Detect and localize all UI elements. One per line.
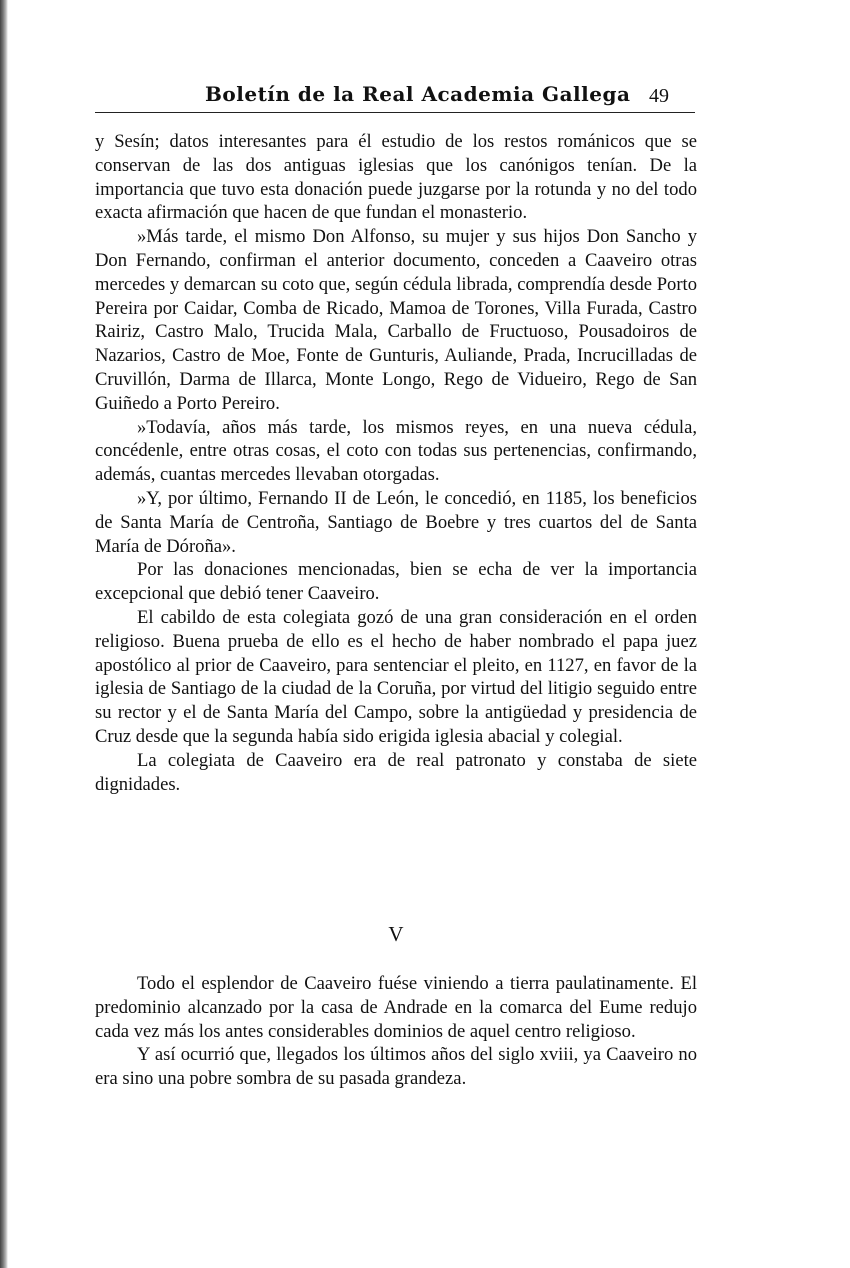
running-header bbox=[95, 80, 695, 113]
paragraph-quote-fernando: »Y, por último, Fernando II de León, le concedió, en 1185, los beneficios de Santa María de Centroña, Santiago de Boebre y tres cuartos del de Santa María de Dóroña». bbox=[95, 487, 697, 557]
section-text bbox=[95, 972, 697, 1091]
paragraph-esplendor: Todo el esplendor de Caaveiro fuése viniendo a tierra paulatinamente. El predominio alcanzado por la casa de Andrade en la comarca del Eume redujo cada vez más los antes considerables dominios de aquel centro religioso. bbox=[95, 973, 697, 1042]
journal-title: Boletín de la Real Academia Gallega bbox=[205, 82, 631, 106]
paragraph-siglo: Y así ocurrió que, llegados los últimos años del siglo xviii, ya Caaveiro no era sino una pobre sombra de su pasada grandeza. bbox=[95, 1044, 697, 1090]
paragraph-quote-coto: »Más tarde, el mismo Don Alfonso, su mujer y sus hijos Don Sancho y Don Fernando, confirman el anterior documento, conceden a Caaveiro otras mercedes y demarcan su coto que, según cédula librada, comprendía desde Porto Pereira por Caidar, Comba de Ricado, Mamoa de Torones, Villa Furada, Castro Rairiz, Castro Malo, Trucida Mala, Carballo de Fructuoso, Pousadoiros de Nazarios, Castro de Moe, Fonte de Gunturis, Auliande, Prada, Incrucilladas de Cruvillón, Darma de Illarca, Monte Longo, Rego de Vidueiro, Rego de San Guiñedo a Porto Pereiro. bbox=[95, 226, 697, 414]
paragraph-cabildo: El cabildo de esta colegiata gozó de una gran consideración en el orden religioso. Buena prueba de ello es el hecho de haber nombrado el papa juez apostólico al prior de Caaveiro, para sentenciar el pleito, en 1127, en favor de la iglesia de Santiago de la ciudad de la Coruña, por virtud del litigio seguido entre su rector y el de Santa María del Campo, sobre la antigüedad y presidencia de Cruz desde que la segunda había sido erigida iglesia abacial y colegial. bbox=[95, 606, 697, 747]
page-edge-scan-shadow bbox=[0, 0, 8, 1268]
paragraph-continuation: y Sesín; datos interesantes para él estudio de los restos románicos que se conservan de las dos antiguas iglesias que los canónigos tenían. De la importancia que tuvo esta donación puede juzgarse por la rotunda y no del todo exacta afirmación que hacen de que fundan el monasterio. bbox=[95, 131, 697, 224]
section-heading: V bbox=[388, 922, 404, 946]
page-number: 49 bbox=[649, 85, 669, 107]
paragraph-quote-cedula: »Todavía, años más tarde, los mismos reyes, en una nueva cédula, concédenle, entre otras cosas, el coto con todas sus pertenencias, confirmando, además, cuantas mercedes llevaban otorgadas. bbox=[95, 416, 697, 486]
paragraph-patronato: La colegiata de Caaveiro era de real patronato y constaba de siete dignidades. bbox=[95, 749, 697, 795]
paragraph-donaciones: Por las donaciones mencionadas, bien se echa de ver la importancia excepcional que debió tener Caaveiro. bbox=[95, 559, 697, 605]
main-text bbox=[95, 130, 697, 796]
